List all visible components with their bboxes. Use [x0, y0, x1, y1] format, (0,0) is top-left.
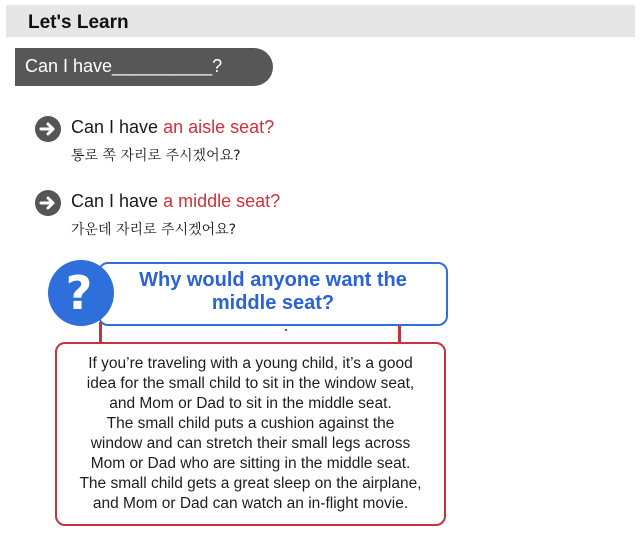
answer-line: If you’re traveling with a young child, it’s a good — [88, 355, 413, 372]
question-title-box — [98, 262, 448, 326]
english-sentence — [71, 191, 280, 212]
answer-line: The small child gets a great sleep on the airplane, — [79, 475, 422, 492]
question-title-line2: middle seat? — [211, 292, 335, 314]
sentence-prefix: Can I have — [71, 191, 164, 211]
question-title — [100, 269, 446, 315]
arrow-right-icon — [35, 190, 61, 216]
question-mark-icon: ? — [48, 260, 114, 326]
header-bar — [6, 5, 635, 37]
pattern-banner — [15, 48, 273, 86]
page-title: Let's Learn — [28, 12, 129, 33]
connector-line-left — [99, 322, 102, 344]
sentence-highlight: an aisle seat? — [163, 117, 275, 137]
pattern-text: Can I have__________? — [25, 56, 223, 76]
answer-line: and Mom or Dad to sit in the middle seat. — [109, 395, 392, 412]
korean-translation: 가운데 자리로 주시겠어요? — [71, 222, 237, 238]
answer-text — [57, 354, 444, 514]
sentence-prefix: Can I have — [71, 117, 164, 137]
sentence-highlight: a middle seat? — [163, 191, 281, 211]
answer-line: Mom or Dad who are sitting in the middle seat. — [90, 455, 411, 472]
answer-line: and Mom or Dad can watch an in-flight movie. — [92, 495, 409, 512]
decorative-dot — [285, 329, 287, 331]
question-title-line1: Why would anyone want the — [139, 269, 407, 291]
answer-line: The small child puts a cushion against the — [106, 415, 395, 432]
answer-line: idea for the small child to sit in the window seat, — [86, 375, 415, 392]
korean-translation: 통로 쪽 자리로 주시겠어요? — [71, 148, 241, 164]
answer-box — [55, 342, 446, 526]
arrow-right-icon — [35, 116, 61, 142]
english-sentence — [71, 117, 274, 138]
answer-line: window and can stretch their small legs across — [90, 435, 411, 452]
